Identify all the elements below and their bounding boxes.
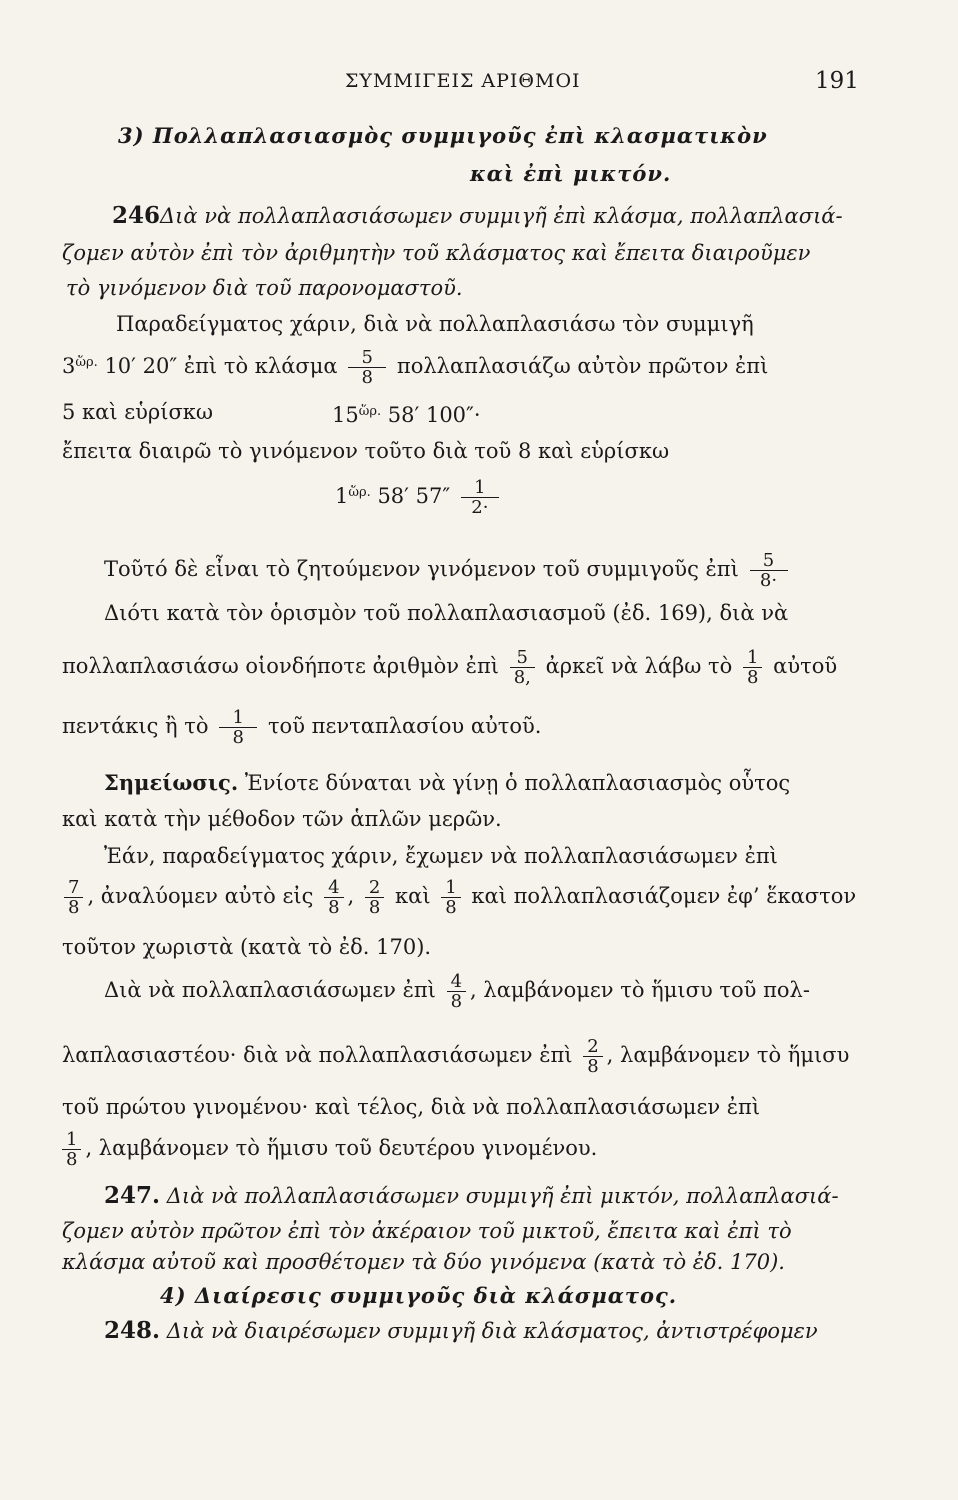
fraction-7-8: $\frac{7}{8}$ [64,878,83,917]
fraction-2-8: $\frac{2}{8}$ [583,1037,602,1076]
note-line6: Διὰ νὰ πολλαπλασιάσωμεν ἐπὶ $\frac{4}{8}$ , λαμβάνομεν τὸ ἥμισυ τοῦ πολ- [104,971,810,1012]
note-line3: Ἐάν, παραδείγματος χάριν, ἔχωμεν νὰ πολλαπλασιάσωμεν ἐπὶ [104,844,778,868]
note-line9: $\frac{1}{8}$ , λαμβάνομεν τὸ ἥμισυ τοῦ δευτέρου γινομένου. [58,1130,597,1169]
fraction-1-8: $\frac{1}{8}$ [743,648,762,687]
example-line9: πεντάκις ἢ τὸ $\frac{1}{8}$ τοῦ πενταπλασίου αὐτοῦ. [62,707,542,748]
fraction-5-8: $\frac{5}{8,}$ [510,648,535,687]
note-line1: Σημείωσις. Ἐνίοτε δύναται νὰ γίνῃ ὁ πολλαπλασιασμὸς οὗτος [104,770,791,795]
section-3-heading-line2: καὶ ἐπὶ μικτόν. [470,161,672,186]
fraction-4-8: $\frac{4}{8}$ [447,972,466,1011]
example-line2 [62,348,768,387]
fraction-5-8: $\frac{5}{8}$ [348,348,386,387]
fraction-1-2: $\frac{1}{2\cdot}$ [461,478,499,517]
fraction-1-8: $\frac{1}{8}$ [62,1130,81,1169]
example-line5: $1^{ὥ\rho.}$ 58′ 57″ $\frac{1}{2\cdot}$ [335,478,503,517]
paragraph-246-line3: τὸ γινόμενον διὰ τοῦ παρονομαστοῦ. [66,276,463,300]
paragraph-246-line2: ζομεν αὐτὸν ἐπὶ τὸν ἀριθμητὴν τοῦ κλάσματος καὶ ἔπειτα διαιροῦμεν [62,241,811,265]
paragraph-247-number: 247. [104,1182,161,1209]
example-line6: Τοῦτό δὲ εἶναι τὸ ζητούμενον γινόμενον τοῦ συμμιγοῦς ἐπὶ $\frac{5}{8\cdot}$ [104,551,792,590]
paragraph-247-line3: κλάσμα αὐτοῦ καὶ προσθέτομεν τὰ δύο γινόμενα (κατὰ τὸ ἐδ. 170). [62,1250,785,1274]
example-l2-hours-unit: ὥρ. [75,355,98,370]
example-l3-left: 5 καὶ εὑρίσκω [62,400,214,424]
paragraph-246-line1 [112,203,843,229]
fraction-2-8: $\frac{2}{8}$ [365,878,384,917]
example-line8: πολλαπλασιάσω οἱονδήποτε ἀριθμὸν ἐπὶ $\frac{5}{8,}$ ἀρκεῖ νὰ λάβω τὸ $\frac{1}{8}$ αὐτοῦ [62,647,838,688]
example-l2-after: πολλαπλασιάζω αὐτὸν πρῶτον ἐπὶ [396,354,769,378]
fraction-1-8: $\frac{1}{8}$ [441,878,460,917]
paragraph-248-line1: 248. Διὰ νὰ διαιρέσωμεν συμμιγῆ διὰ κλάσματος, ἀντιστρέφομεν [104,1317,818,1344]
page-number: 191 [815,68,859,94]
paragraph-248-number: 248. [104,1317,161,1344]
example-line3-value: $15^{ὥ\rho.}$ 58′ 100″· [332,403,481,427]
note-line4: $\frac{7}{8}$ , ἀναλύομεν αὐτὸ εἰς $\frac{4}{8}$ , $\frac{2}{8}$ καὶ $\frac{1}{8}$ καὶ πολλαπλασιάζομεν ἐφ’ ἕκαστον [60,878,856,917]
note-line8: τοῦ πρώτου γινομένου· καὶ τέλος, διὰ νὰ πολλαπλασιάσωμεν ἐπὶ [62,1095,761,1119]
paragraph-246-text1: Διὰ νὰ πολλαπλασιάσωμεν συμμιγῆ ἐπὶ κλάσμα, πολλαπλασιά- [160,204,843,228]
note-line7: λαπλασιαστέου· διὰ νὰ πολλαπλασιάσωμεν ἐπὶ $\frac{2}{8}$ , λαμβάνομεν τὸ ἥμισυ [62,1036,850,1077]
section-4-heading: 4) Διαίρεσις συμμιγοῦς διὰ κλάσματος. [160,1283,678,1308]
example-line7: Διότι κατὰ τὸν ὁρισμὸν τοῦ πολλαπλασιασμοῦ (ἐδ. 169), διὰ νὰ [104,601,789,625]
example-l2-hours: 3 [62,354,76,378]
fraction-1-8: $\frac{1}{8}$ [219,708,257,747]
example-line1: Παραδείγματος χάριν, διὰ νὰ πολλαπλασιάσω τὸν συμμιγῆ [116,312,754,336]
paragraph-247-line1: 247. Διὰ νὰ πολλαπλασιάσωμεν συμμιγῆ ἐπὶ μικτόν, πολλαπλασιά- [104,1182,839,1209]
example-line3 [62,399,213,425]
example-l2-rest: 10′ 20″ ἐπὶ τὸ κλάσμα [97,354,338,378]
note-line5: τοῦτον χωριστὰ (κατὰ τὸ ἐδ. 170). [62,935,432,959]
note-label: Σημείωσις. [104,770,239,795]
section-3-heading-line1: 3) Πολλαπλασιασμὸς συμμιγοῦς ἐπὶ κλασματικὸν [118,123,768,148]
paragraph-246-number: 246 [112,202,161,229]
running-title: ΣΥΜΜΙΓΕΙΣ ΑΡΙΘΜΟΙ [345,70,581,92]
example-line4: ἔπειτα διαιρῶ τὸ γινόμενον τοῦτο διὰ τοῦ 8 καὶ εὑρίσκω [62,439,670,463]
paragraph-247-line2: ζομεν αὐτὸν πρῶτον ἐπὶ τὸν ἀκέραιον τοῦ μικτοῦ, ἔπειτα καὶ ἐπὶ τὸ [62,1219,792,1243]
fraction-5-8: $\frac{5}{8\cdot}$ [750,551,788,590]
fraction-4-8: $\frac{4}{8}$ [324,878,343,917]
note-line2: καὶ κατὰ τὴν μέθοδον τῶν ἁπλῶν μερῶν. [62,807,502,831]
